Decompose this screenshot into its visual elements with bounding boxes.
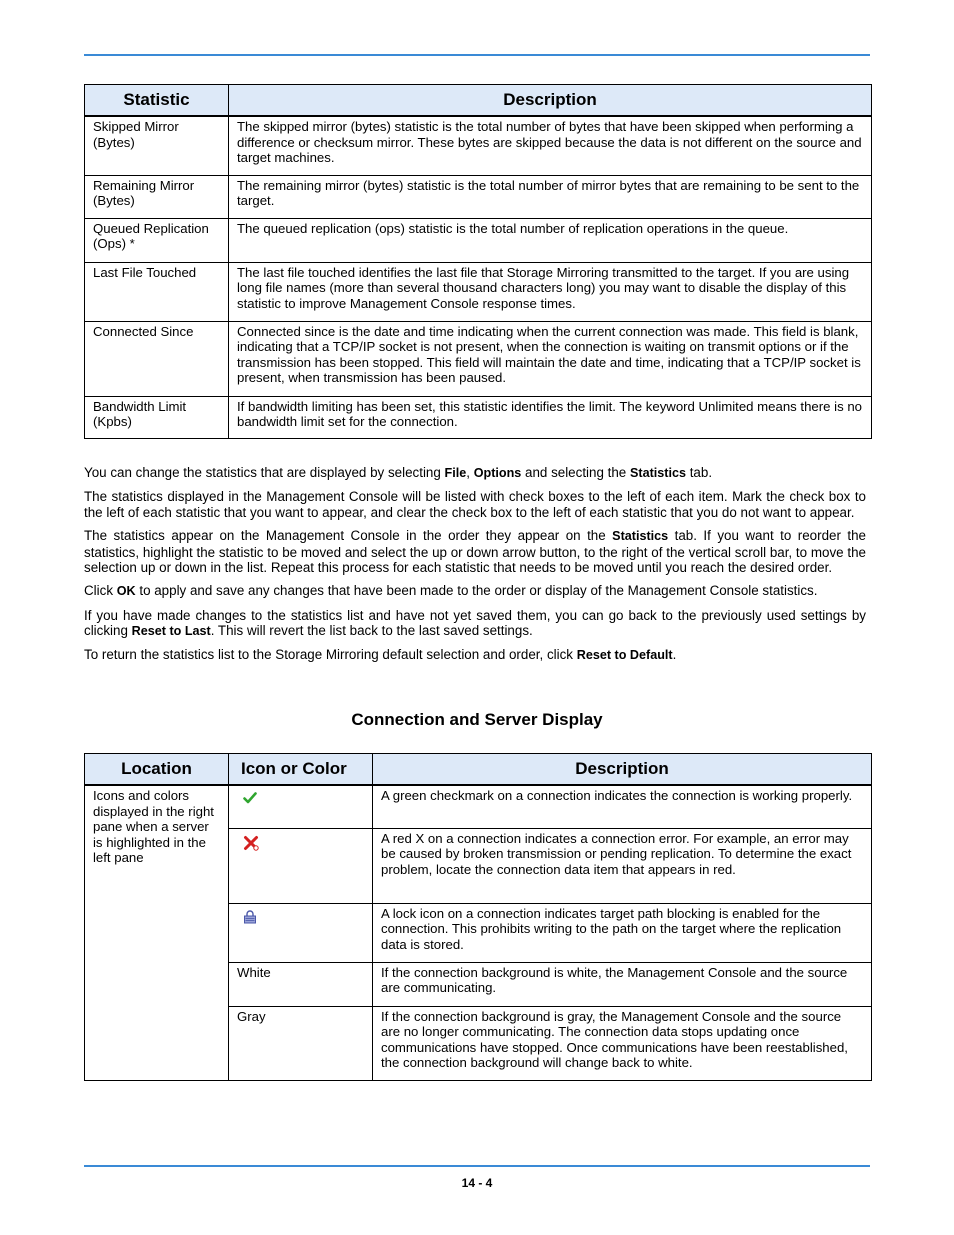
color-label: Gray [229, 1006, 373, 1080]
table-row [85, 262, 872, 321]
ok-button-ref: OK [116, 584, 136, 599]
text: If you have made changes to the statistics list and have not yet saved them, you can go back to the previously used settings by clicking [84, 607, 866, 639]
tab-statistics-ref: Statistics [612, 528, 669, 543]
paragraph [84, 465, 866, 482]
text: tab. If you want to reorder the statistics, highlight the statistic to be moved and select the up or down arrow button, to the right of the vertical scroll bar, to move the selection up or down in the list. Repeat this process for each statistic that needs to be moved until you reach the desired order. [84, 527, 866, 576]
header-location: Location [85, 754, 229, 786]
statistic-description: The last file touched identifies the last file that Storage Mirroring transmitted to the target. If you are using long file names (more than several thousand characters long) you may want to disable the display of this statistic to improve Management Console response times. [229, 262, 872, 321]
lock-icon [243, 910, 257, 928]
body-text [84, 465, 866, 672]
statistic-description: If bandwidth limiting has been set, this statistic identifies the limit. The keyword Unlimited means there is no bandwidth limit set for the connection. [229, 396, 872, 438]
row-description: If the connection background is white, the Management Console and the source are communicating. [373, 962, 872, 1006]
statistic-name: Last File Touched [85, 262, 229, 321]
icon-cell [229, 785, 373, 828]
text: The statistics appear on the Management Console in the order they appear on the [84, 527, 613, 543]
menu-options-ref: Options [473, 466, 522, 480]
tab-statistics-ref: Statistics [629, 466, 686, 480]
paragraph: The statistics displayed in the Management Console will be listed with check boxes to the left of each item. Mark the check box to the left of each statistic that you want to appear, and clear the check box to the left of each statistic that you do not want to appear. [84, 489, 866, 520]
statistic-description: The remaining mirror (bytes) statistic is the total number of mirror bytes that are remaining to be sent to the target. [229, 175, 872, 218]
statistics-table-header [85, 85, 872, 117]
table-row [85, 218, 872, 262]
statistic-name: Bandwidth Limit (Kpbs) [85, 396, 229, 438]
table-row [85, 321, 872, 396]
page-number: 14 - 4 [461, 1176, 493, 1190]
red-x-icon [243, 835, 259, 855]
paragraph [84, 647, 866, 664]
text: You can change the statistics that are displayed by selecting [84, 465, 445, 480]
table-row [85, 396, 872, 438]
statistic-description: The skipped mirror (bytes) statistic is the total number of bytes that have been skipped when performing a difference or checksum mirror. These bytes are skipped because the data is not different on the source and target machines. [229, 116, 872, 175]
text: , [466, 465, 474, 480]
section-title: Connection and Server Display [351, 710, 603, 729]
color-label: White [229, 962, 373, 1006]
header-description: Description [373, 754, 872, 786]
table-row [85, 785, 872, 828]
statistics-table [84, 84, 872, 439]
table-row [85, 175, 872, 218]
connection-display-table [84, 753, 872, 1081]
row-description: A green checkmark on a connection indicates the connection is working properly. [373, 785, 872, 828]
text: To return the statistics list to the Storage Mirroring default selection and order, click [84, 647, 577, 663]
row-description: A red X on a connection indicates a connection error. For example, an error may be caused by broken transmission or pending replication. To determine the exact problem, locate the connection data item that appears in red. [373, 828, 872, 903]
header-statistic: Statistic [85, 85, 229, 117]
header-icon-or-color: Icon or Color [229, 754, 373, 786]
top-rule [84, 54, 870, 56]
display-table-header [85, 754, 872, 786]
statistic-description: Connected since is the date and time indicating when the current connection was made. This field is blank, indicating that a TCP/IP socket is not present, when the connection is waiting on transmit options or if the transmission has been stopped. This field will maintain the date and time, indicating that a TCP/IP socket is present, when transmission has been paused. [229, 321, 872, 396]
statistic-name: Connected Since [85, 321, 229, 396]
reset-to-default-ref: Reset to Default [576, 648, 673, 663]
header-description: Description [229, 85, 872, 117]
paragraph [84, 528, 866, 576]
text: Click [84, 583, 117, 599]
paragraph [84, 608, 866, 640]
reset-to-last-ref: Reset to Last [131, 624, 211, 639]
paragraph [84, 583, 866, 600]
statistic-name: Remaining Mirror (Bytes) [85, 175, 229, 218]
text: . [672, 647, 677, 663]
icon-cell [229, 903, 373, 962]
icon-cell [229, 828, 373, 903]
green-checkmark-icon [243, 792, 257, 808]
menu-file-ref: File [444, 466, 467, 480]
text: to apply and save any changes that have been made to the order or display of the Management Console statistics. [135, 583, 818, 599]
table-row [85, 116, 872, 175]
statistic-name: Queued Replication (Ops) * [85, 218, 229, 262]
row-description: A lock icon on a connection indicates target path blocking is enabled for the connection. This prohibits writing to the path on the target where the replication data is stored. [373, 903, 872, 962]
statistic-name: Skipped Mirror (Bytes) [85, 116, 229, 175]
bottom-rule [84, 1165, 870, 1167]
text: and selecting the [521, 465, 630, 480]
location-cell: Icons and colors displayed in the right pane when a server is highlighted in the left pane [85, 785, 229, 1080]
text: tab. [685, 465, 713, 480]
row-description: If the connection background is gray, the Management Console and the source are no longer communicating. The connection data stops updating once communications have stopped. Once communications have been reestablished, the connection background will change back to white. [373, 1006, 872, 1080]
text: . This will revert the list back to the last saved settings. [210, 623, 533, 639]
statistic-description: The queued replication (ops) statistic is the total number of replication operations in the queue. [229, 218, 872, 262]
